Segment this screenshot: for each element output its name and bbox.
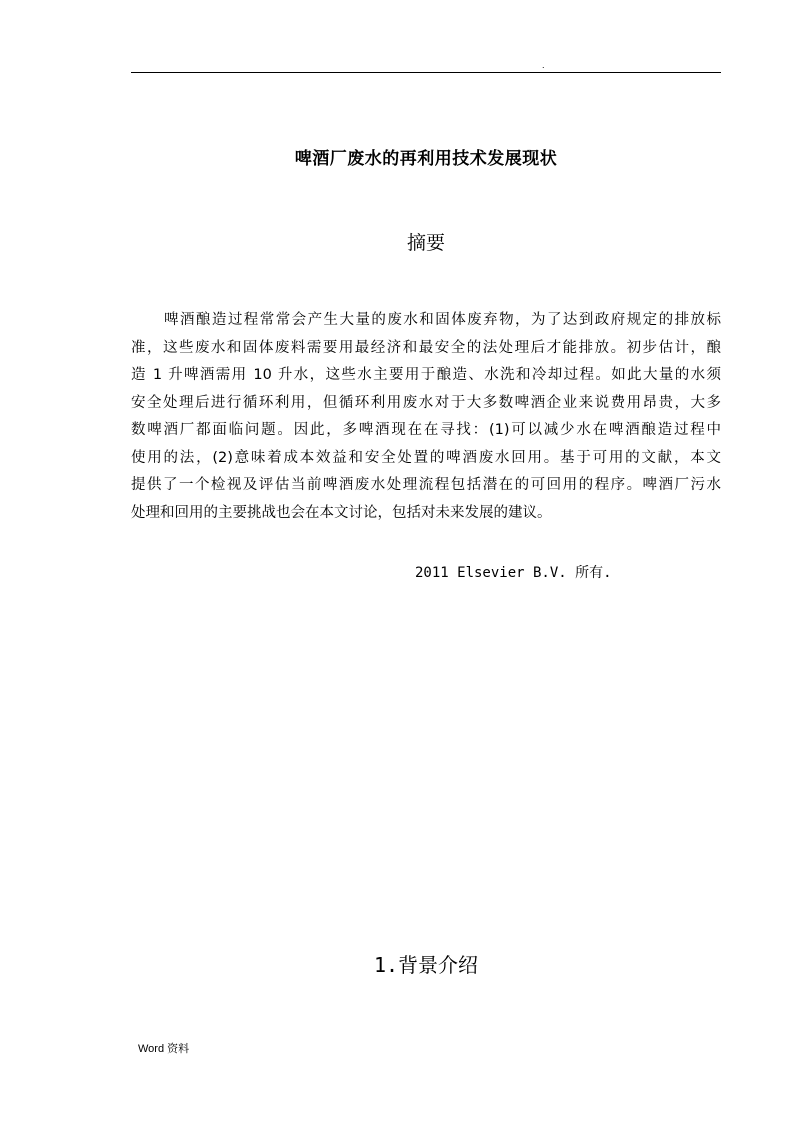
abstract-line: 使用的法，(2)意味着成本效益和安全处置的啤酒废水回用。基于可用的文献，本文	[131, 449, 721, 466]
header-rule	[131, 72, 721, 73]
abstract-heading: 摘要	[406, 232, 445, 254]
abstract-paragraph	[131, 307, 721, 527]
section-heading: 1.背景介绍	[373, 953, 479, 977]
abstract-line: 数啤酒厂都面临问题。因此，多啤酒现在在寻找：(1)可以减少水在啤酒酿造过程中	[131, 422, 721, 438]
abstract-line: 提供了一个检视及评估当前啤酒废水处理流程包括潜在的可回用的程序。啤酒厂污水	[131, 477, 721, 493]
copyright-notice: 2011 Elsevier B.V. 所有.	[415, 565, 612, 581]
abstract-line: 造 1 升啤酒需用 10 升水，这些水主要用于酿造、水洗和冷却过程。如此大量的水须	[131, 367, 721, 383]
abstract-line: 啤酒酿造过程常常会产生大量的废水和固体废弃物，为了达到政府规定的排放标	[164, 312, 721, 328]
header-mark: .	[542, 60, 545, 70]
document-title: 啤酒厂废水的再利用技术发展现状	[294, 149, 558, 169]
abstract-line: 安全处理后进行循环利用，但循环利用废水对于大多数啤酒企业来说费用昂贵，大多	[131, 394, 721, 411]
abstract-line: 准，这些废水和固体废料需要用最经济和最安全的法处理后才能排放。初步估计，酿	[131, 339, 721, 356]
abstract-line: 处理和回用的主要挑战也会在本文讨论，包括对未来发展的建议。	[131, 504, 552, 521]
footer-label: Word 资料	[138, 1043, 190, 1055]
